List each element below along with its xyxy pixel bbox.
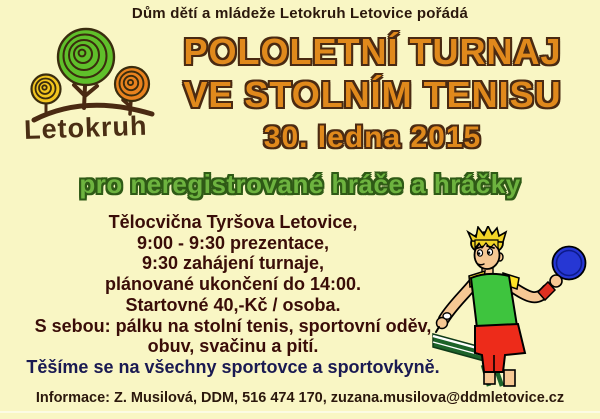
poster-title-line1: POLOLETNÍ TURNAJ — [183, 31, 562, 72]
yellow-tree-icon — [32, 75, 61, 104]
event-date: 30. ledna 2015 — [263, 121, 482, 154]
closing-line: Těšíme se na všechny sportovce a sportovkyně. — [26, 356, 440, 377]
shorts — [475, 324, 525, 372]
logo-wordmark: Letokruh — [23, 110, 148, 145]
event-details — [2, 212, 464, 378]
detail-line-start: 9:30 zahájení turnaje, — [141, 253, 325, 274]
poster-title-line2: VE STOLNÍM TENISU — [183, 74, 562, 115]
detail-line-end: plánované ukončení do 14:00. — [104, 274, 362, 295]
detail-line-fee: Startovné 40,-Kč / osoba. — [125, 294, 341, 315]
orange-tree-icon — [115, 67, 149, 101]
bottom-edge-line — [0, 411, 600, 413]
contact-line: Informace: Z. Musilová, DDM, 516 474 170, zuzana.musilova@ddmletovice.cz — [35, 390, 565, 406]
player-boy — [436, 226, 586, 386]
organizer-line: Dům dětí a mládeže Letokruh Letovice pořádá — [131, 5, 469, 22]
detail-line-bring-2: obuv, svačinu a pití. — [147, 336, 319, 357]
detail-line-venue: Tělocvična Tyršova Letovice, — [108, 212, 358, 232]
detail-line-bring-1: S sebou: pálku na stolní tenis, sportovní oděv, — [34, 315, 432, 336]
table-tennis-player-illustration — [425, 226, 600, 392]
subtitle-line: pro neregistrované hráče a hráčky — [79, 169, 521, 199]
detail-line-registration: 9:00 - 9:30 prezentace, — [136, 232, 330, 253]
green-tree-icon — [58, 29, 114, 85]
wrist-watch-icon — [443, 313, 451, 319]
